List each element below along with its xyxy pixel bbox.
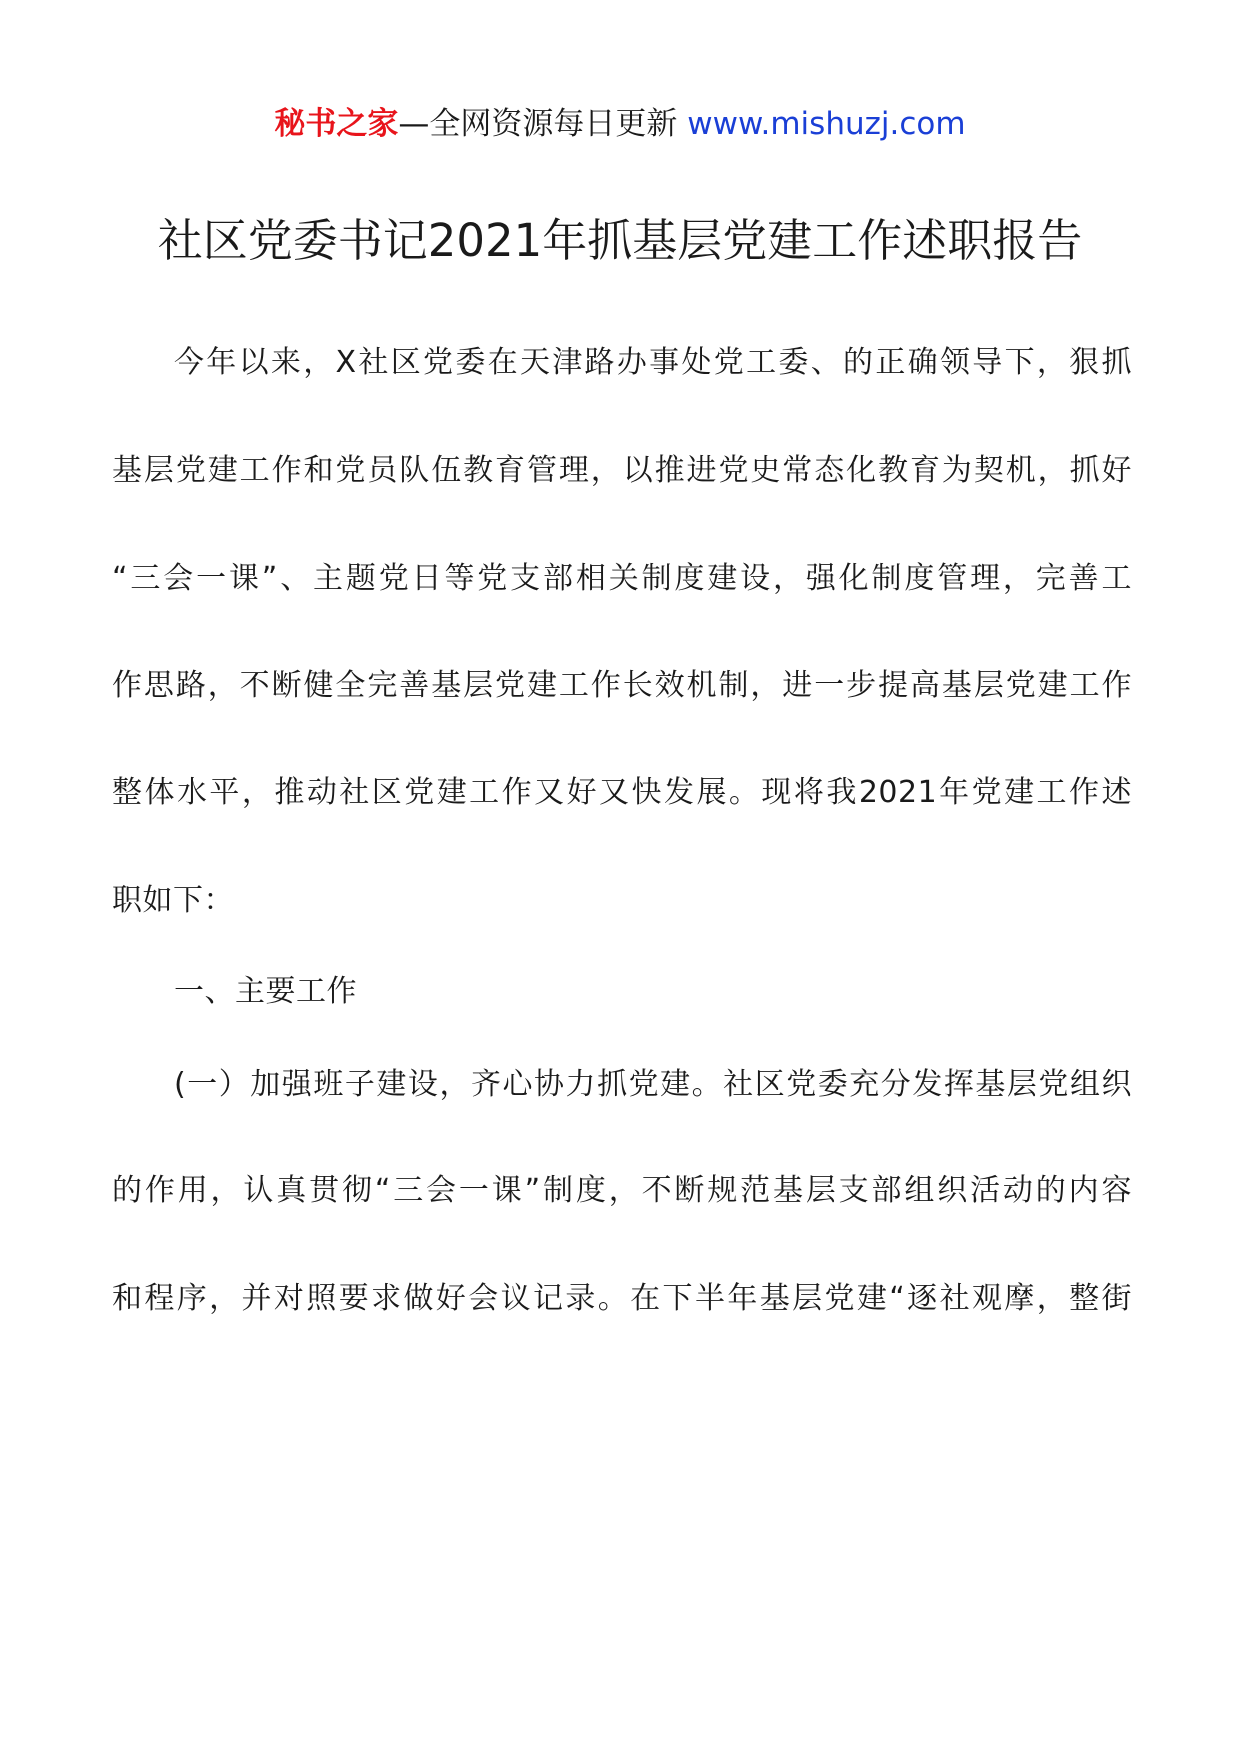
document-title: 社区党委书记2021年抓基层党建工作述职报告 bbox=[157, 214, 1083, 267]
paragraph-line: 今年以来，X社区党委在天津路办事处党工委、的正确领导下，狠抓 bbox=[174, 345, 1132, 380]
paragraph-line: “三会一课”、主题党日等党支部相关制度建设，强化制度管理，完善工 bbox=[112, 561, 1132, 596]
paragraph-line: 和程序，并对照要求做好会议记录。在下半年基层党建“逐社观摩，整街 bbox=[112, 1281, 1132, 1316]
paragraph-line: 基层党建工作和党员队伍教育管理，以推进党史常态化教育为契机，抓好 bbox=[112, 453, 1132, 488]
paragraph-line: 整体水平，推动社区党建工作又好又快发展。现将我2021年党建工作述 bbox=[112, 775, 1132, 810]
section-heading: 一、主要工作 bbox=[174, 974, 357, 1009]
paragraph-line: 职如下： bbox=[112, 883, 234, 918]
site-url-link[interactable]: www.mishuzj.com bbox=[687, 106, 966, 142]
paragraph-line: 作思路，不断健全完善基层党建工作长效机制，进一步提高基层党建工作 bbox=[112, 668, 1132, 703]
paragraph-line: (一）加强班子建设，齐心协力抓党建。社区党委充分发挥基层党组织 bbox=[174, 1067, 1132, 1102]
site-tagline: —全网资源每日更新 bbox=[398, 106, 678, 142]
paragraph-line: 的作用，认真贯彻“三会一课”制度，不断规范基层支部组织活动的内容 bbox=[112, 1173, 1132, 1208]
site-header bbox=[0, 104, 1240, 144]
site-brand: 秘书之家 bbox=[274, 106, 399, 142]
